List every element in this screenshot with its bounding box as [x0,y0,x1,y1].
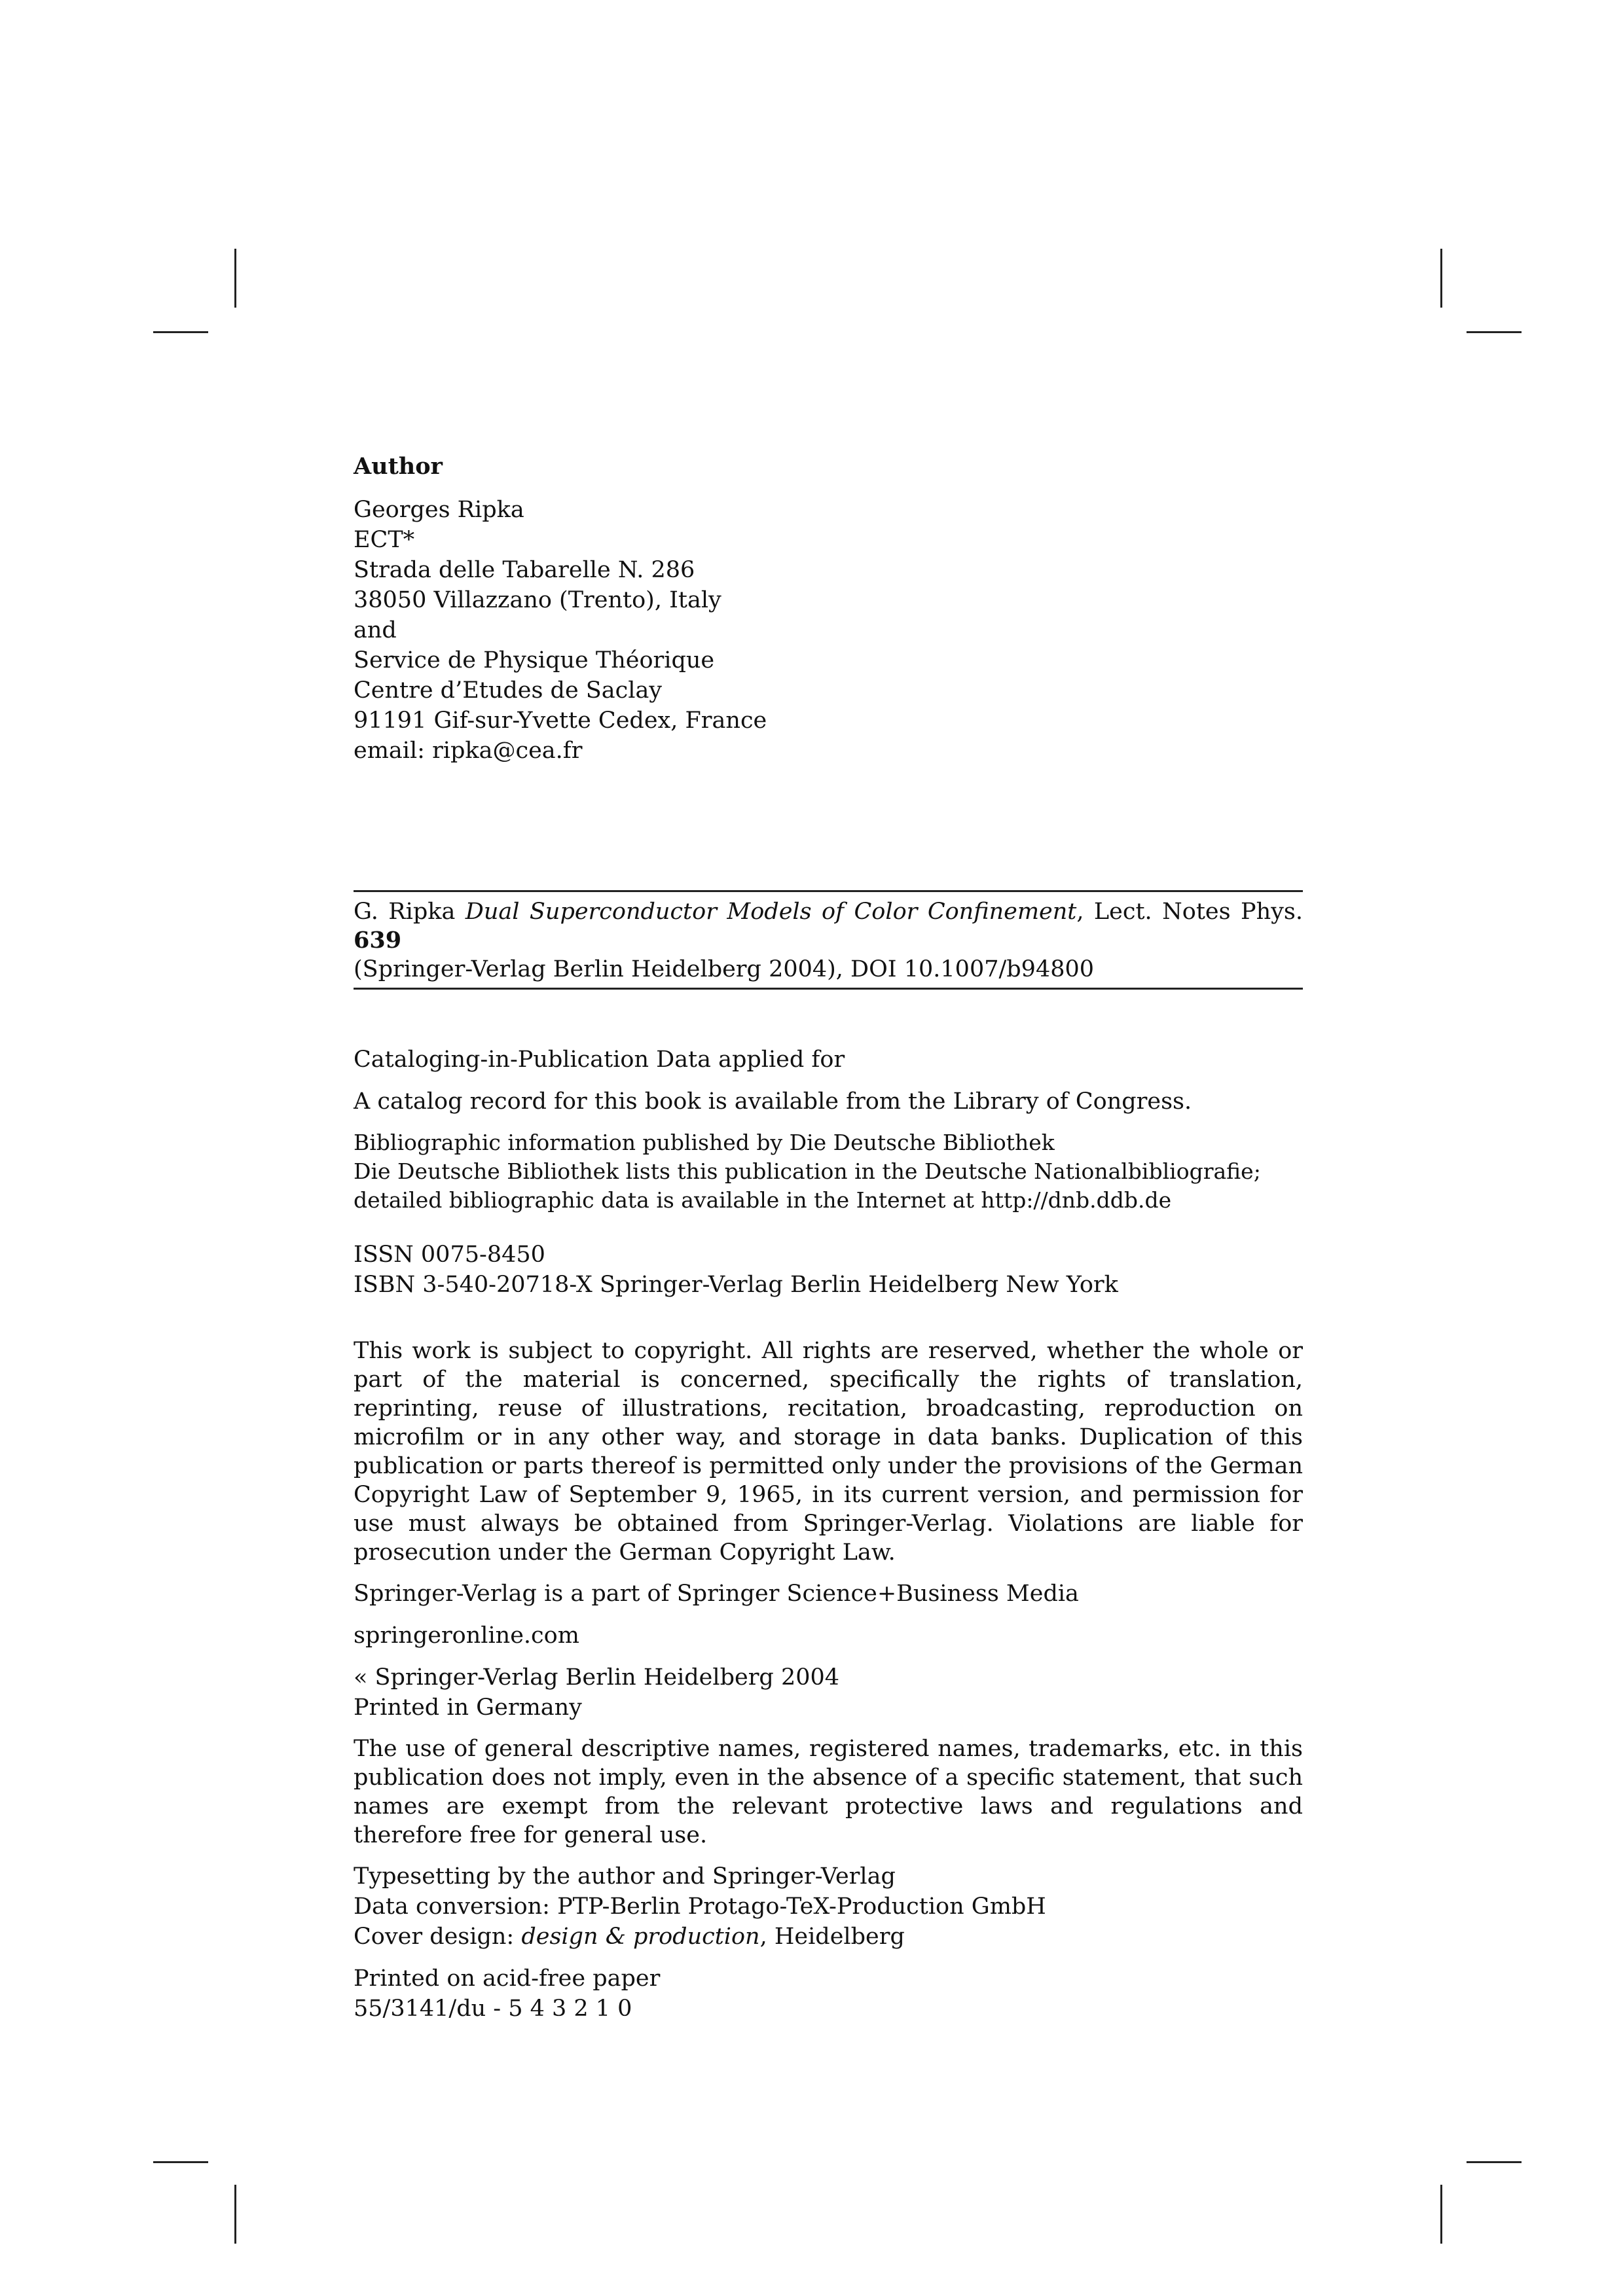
identifiers-block [354,1240,1303,1300]
author-email: email: ripka@cea.fr [354,738,583,764]
dnb-line: Die Deutsche Bibliothek lists this publication in the Deutsche Nationalbibliografie; [354,1158,1261,1184]
citation-line-2: (Springer-Verlag Berlin Heidelberg 2004), DOI 10.1007/b94800 [354,956,1095,982]
springer-part: Springer-Verlag is a part of Springer Science+Business Media [354,1581,1079,1607]
print-code: 55/3141/du - 5 4 3 2 1 0 [354,1996,632,2022]
dnb-line: Bibliographic information published by Die Deutsche Bibliothek [354,1130,1055,1155]
names-notice: The use of general descriptive names, registered names, trademarks, etc. in this publication does not imply, even in the absence of a specific statement, that such names are exempt from the relevant protective laws and regulations and therefore free for general use. [354,1736,1303,1848]
author-line: ECT* [354,527,415,553]
cover-place: , Heidelberg [759,1924,905,1950]
legal-section [354,1336,1303,2024]
cover-design [354,1922,1303,1952]
copyright-notice: This work is subject to copyright. All rights are reserved, whether the whole or part of the material is concerned, specifically the rights of translation, reprinting, reuse of illustrations, recitation, broadcasting, reproduction on microfilm or in any other way, and storage in data banks. Duplication of this publication or parts thereof is permitted only under the provisions of the German Copyright Law of September 9, 1965, in its current version, and permission for use must always be obtained from Springer-Verlag. Violations are liable for prosecution under the German Copyright Law. [354,1338,1303,1566]
author-line: Georges Ripka [354,497,524,523]
citation-box [354,890,1303,990]
crop-mark-top-right-horizontal [1467,331,1522,333]
cover-designer: design & production [521,1924,760,1950]
author-line: 38050 Villazzano (Trento), Italy [354,587,721,613]
author-line: Strada delle Tabarelle N. 286 [354,557,695,583]
issn: ISSN 0075-8450 [354,1242,545,1268]
citation-prefix: G. Ripka [354,899,465,925]
typesetting: Typesetting by the author and Springer-Verlag [354,1863,896,1890]
author-line: Service de Physique Théorique [354,647,715,673]
loc-line: A catalog record for this book is available from the Library of Congress. [354,1088,1192,1115]
crop-mark-bottom-right-vertical [1440,2185,1442,2244]
citation-volume: 639 [354,927,402,954]
author-heading: Author [354,453,443,480]
citation-title: Dual Superconductor Models of Color Confinement [465,899,1077,925]
crop-mark-top-left-horizontal [153,331,208,333]
website: springeronline.com [354,1623,579,1649]
author-line: Centre d’Etudes de Saclay [354,677,663,704]
printed-in: Printed in Germany [354,1695,582,1721]
cataloging-section [354,1045,1303,1300]
cip-line: Cataloging-in-Publication Data applied for [354,1047,845,1073]
production-block [354,1861,1303,1952]
crop-mark-top-left-vertical [234,249,236,308]
isbn: ISBN 3-540-20718-X Springer-Verlag Berlin Heidelberg New York [354,1272,1118,1298]
citation-line-1 [354,897,1303,955]
dnb-block [354,1128,1303,1215]
crop-mark-bottom-right-horizontal [1467,2161,1522,2163]
author-line: and [354,617,397,643]
copyright-block [354,1662,1303,1723]
copyright-line: « Springer-Verlag Berlin Heidelberg 2004 [354,1664,840,1691]
paper-line: Printed on acid-free paper [354,1965,661,1992]
crop-mark-bottom-left-vertical [234,2185,236,2244]
author-address [354,495,1303,766]
cover-label: Cover design: [354,1924,522,1950]
paper-block [354,1964,1303,2024]
dnb-line: detailed bibliographic data is available in the Internet at http://dnb.ddb.de [354,1187,1172,1213]
citation-series: , Lect. Notes Phys. [1076,899,1303,925]
data-conversion: Data conversion: PTP-Berlin Protago-TeX-Production GmbH [354,1893,1046,1920]
author-line: 91191 Gif-sur-Yvette Cedex, France [354,708,767,734]
crop-mark-bottom-left-horizontal [153,2161,208,2163]
crop-mark-top-right-vertical [1440,249,1442,308]
author-section [354,452,1303,766]
